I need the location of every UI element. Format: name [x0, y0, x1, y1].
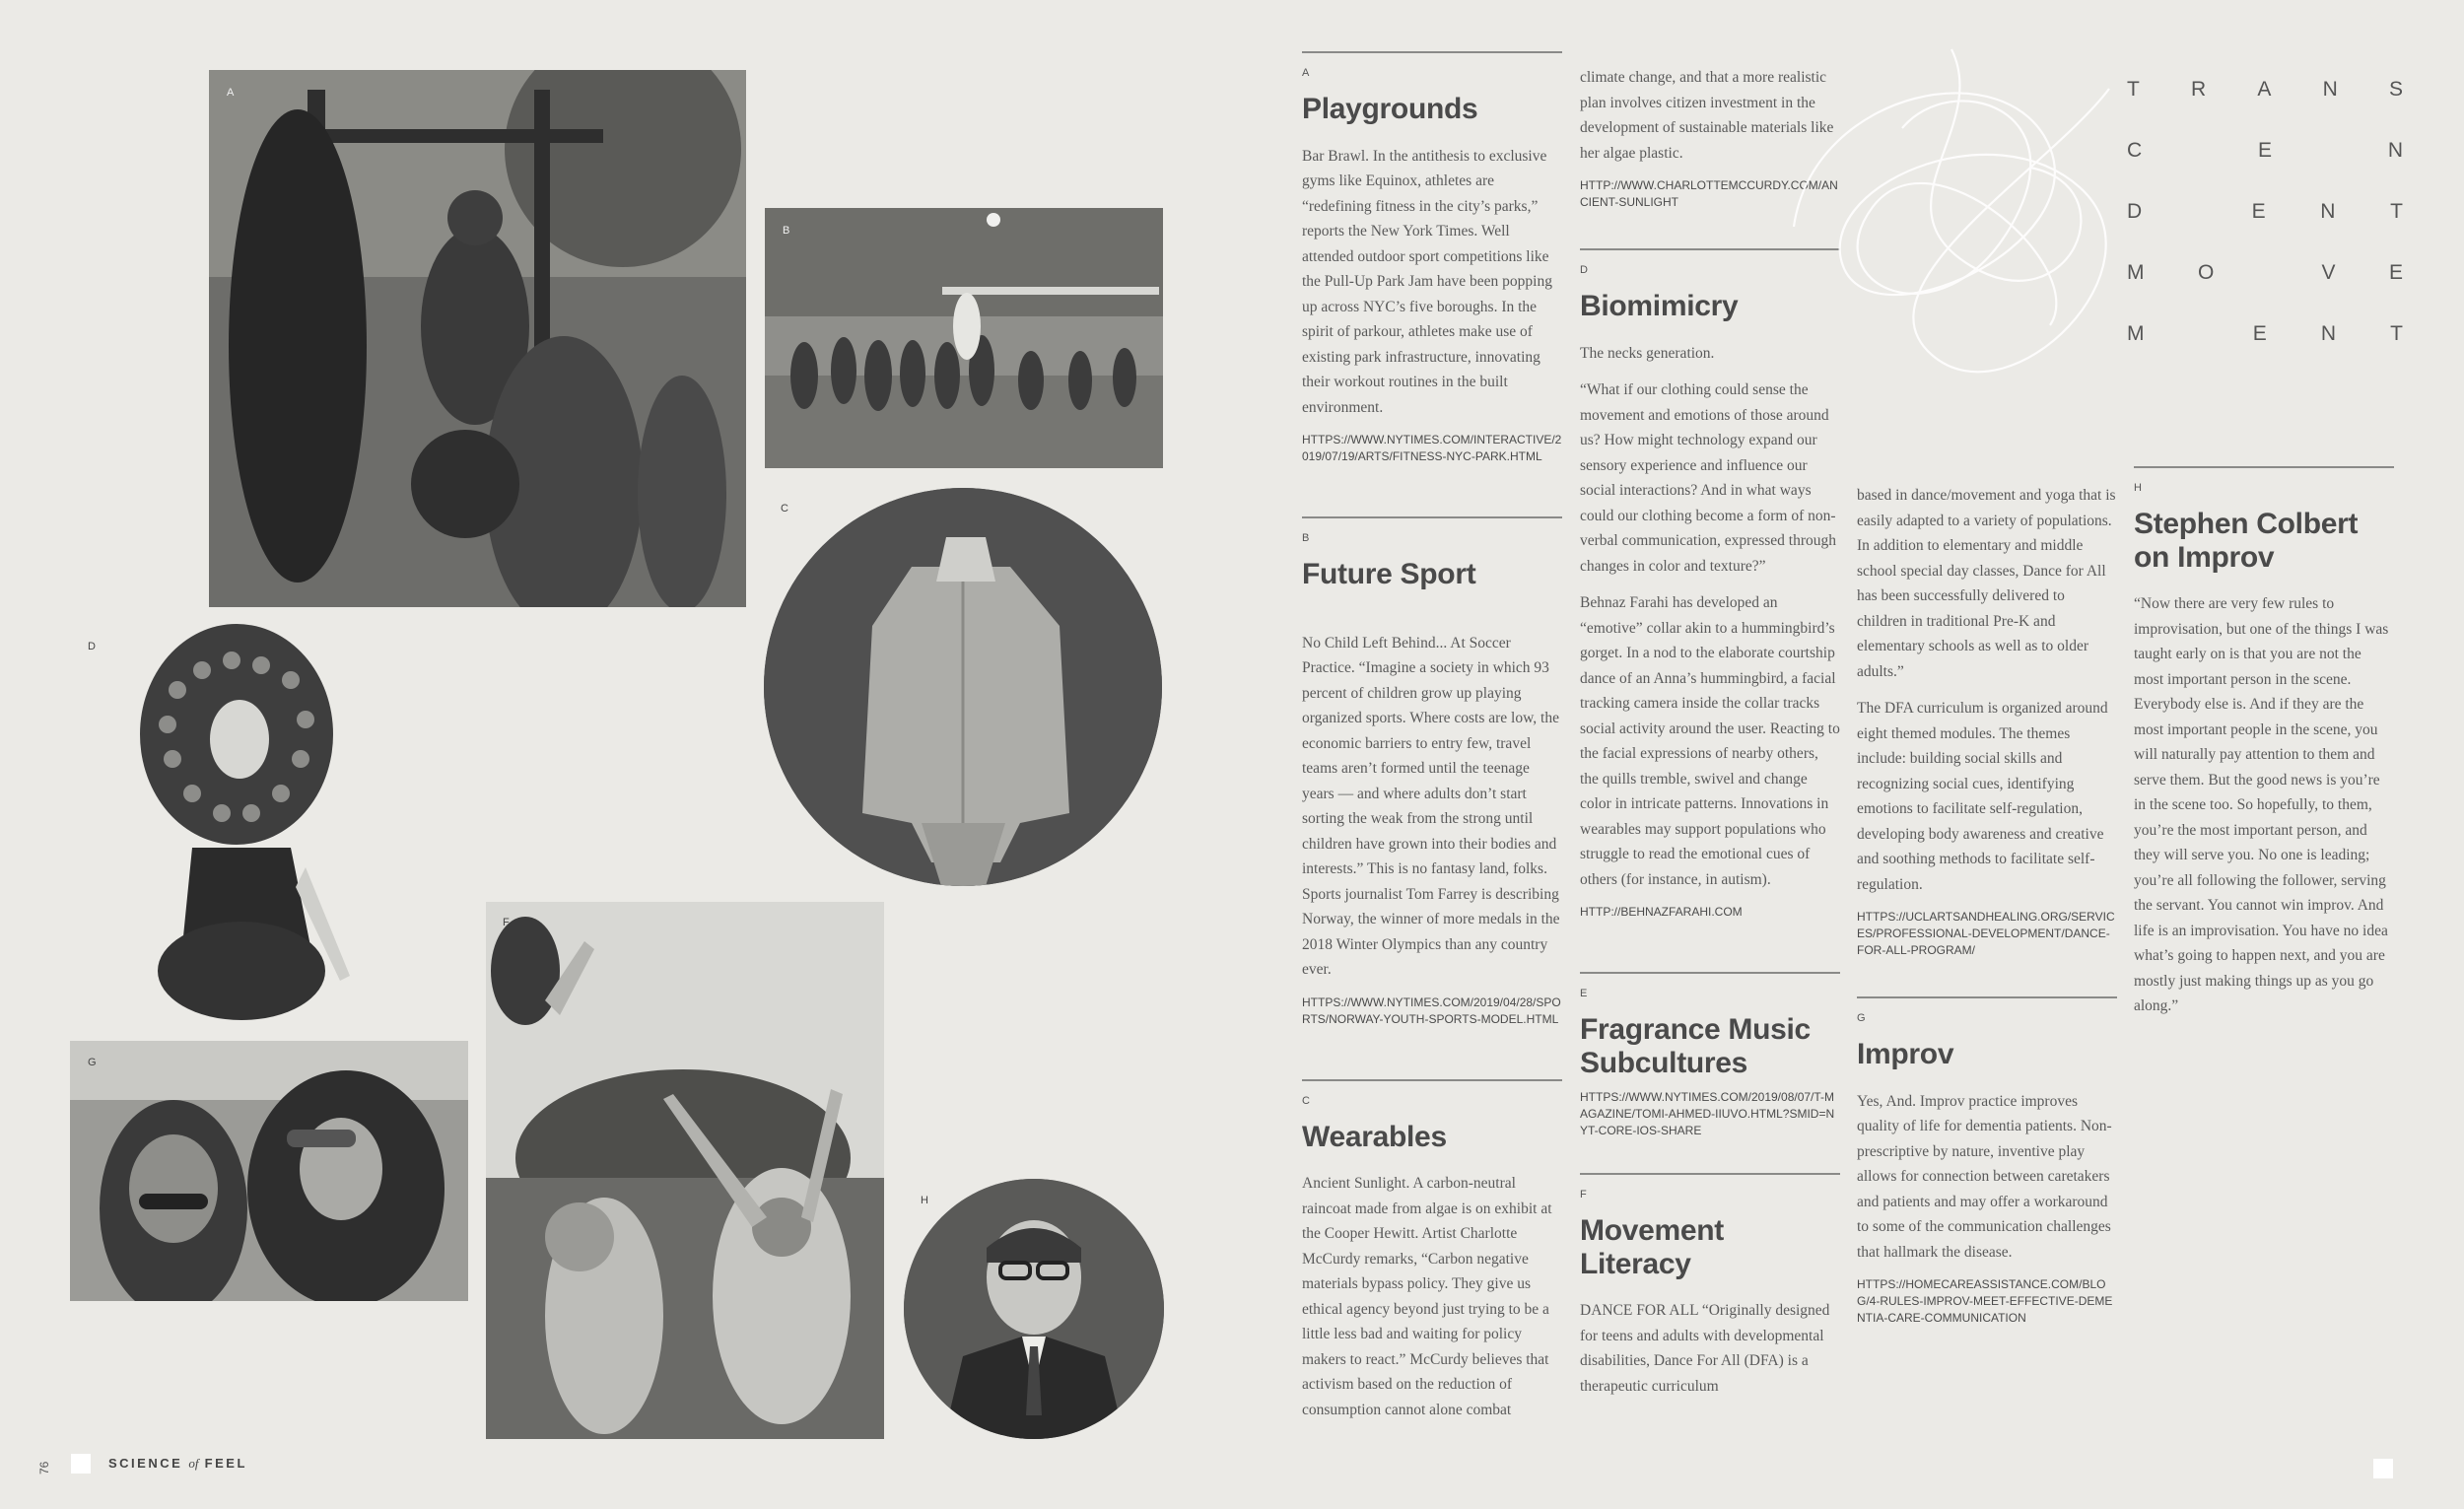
article-f-body: DANCE FOR ALL “Originally designed for teens and adults with developmental disabilities, Dance For All (DFA) is a therapeutic curriculum: [1580, 1302, 1830, 1395]
article-a-body: Bar Brawl. In the antithesis to exclusive gyms like Equinox, athletes are “redefining fitness in the city’s parks,” reports the New York Times. Well attended outdoor sport competitions like the Pull-Up Park Jam have been popping up across NYC’s five boroughs. In the spirit of parkour, athletes make use of existing park infrastructure, innovating their workout routines in the built environment.: [1302, 147, 1552, 416]
title-char: T: [2390, 322, 2403, 345]
article-f-link[interactable]: HTTPS://UCLARTSANDHEALING.ORG/SERVICES/PROFESSIONAL-DEVELOPMENT/DANCE-FOR-ALL-PROGRAM/: [1857, 910, 2115, 957]
article-d-body-3: Behnaz Farahi has developed an “emotive” collar akin to a hummingbird’s gorget. In a nod to the elaborate courtship dance of an Anna’s hummingbird, a facial tracking camera inside the collar tracks social activity around the user. Reacting to the facial expressions of nearby others, the quills tremble, swivel and change color in intricate patterns. Innovations in wearables may support populations who struggle to read the emotional cues of others (for instance, in autism).: [1580, 594, 1840, 888]
photo-f-label: F: [503, 917, 510, 928]
photo-g-mustache: [70, 1041, 468, 1301]
article-h-title: Stephen Colbert on Improv: [2134, 508, 2359, 574]
article-d-body-1: The necks generation.: [1580, 344, 1715, 362]
photo-d-collar: [123, 621, 379, 1025]
article-g-link[interactable]: HTTPS://HOMECAREASSISTANCE.COM/BLOG/4-RULES-IMPROV-MEET-EFFECTIVE-DEMENTIA-CARE-COMMUNICATION: [1857, 1277, 2113, 1326]
article-c-link[interactable]: HTTP://WWW.CHARLOTTEMCCURDY.COM/ANCIENT-SUNLIGHT: [1580, 178, 1838, 209]
article-h-body: “Now there are very few rules to improvisation, but one of the things I was taught early on is that you are not the most important person in the scene. Everybody else is. And if they are the most important people in the scene, you will naturally pay attention to them and serve them. But the good news is you’re in the scene too. So hopefully, to them, you’re the most important person, and they will serve you. No one is leading; you’re all following the follower, serving the servant. You cannot win improv. And life is an improvisation. You have no idea what’s going to happen next, and you are mostly just making things up as you go along.”: [2134, 595, 2389, 1015]
article-h-letter: H: [2134, 482, 2142, 494]
article-e-title: Fragrance Music Subcultures: [1580, 1013, 1811, 1079]
article-g-letter: G: [1857, 1012, 1866, 1024]
article-b-body: No Child Left Behind... At Soccer Practice. “Imagine a society in which 93 percent of children grow up playing organized sports. Where costs are low, the economic barriers to entry few, travel teams aren’t formed until the teenage years — and where adults don’t start sorting the weak from the strong until children have grown into their bodies and interests.” This is no fantasy land, folks. Sports journalist Tom Farrey is describing Norway, the winner of more medals in the 2018 Winter Olympics than any country ever.: [1302, 634, 1560, 979]
article-c-letter: C: [1302, 1094, 1310, 1107]
title-char: C: [2127, 139, 2143, 162]
brand-feel: FEEL: [204, 1456, 247, 1471]
column-4: [2134, 466, 2394, 1031]
title-row-3: [2127, 181, 2403, 242]
footer-square-right: [2373, 1459, 2393, 1478]
title-char: V: [2321, 261, 2336, 284]
article-d-link[interactable]: HTTP://BEHNAZFARAHI.COM: [1580, 905, 1743, 920]
article-a-title: Playgrounds: [1302, 93, 1478, 125]
photo-c-raincoat: [764, 488, 1162, 886]
title-row-2: [2127, 120, 2403, 181]
brand-science: SCIENCE: [108, 1456, 183, 1471]
article-f-letter: F: [1580, 1189, 1587, 1201]
title-char: N: [2320, 200, 2336, 223]
article-g-body: Yes, And. Improv practice improves quality of life for dementia patients. Non-prescriptive by nature, inventive play allows for connection between caretakers and patients and may offer a workaround to some of the communication challenges that hallmark the disease.: [1857, 1092, 2112, 1261]
title-char: E: [2388, 261, 2403, 284]
article-d-letter: D: [1580, 264, 1588, 276]
footer-square: [71, 1454, 91, 1474]
title-char: M: [2127, 322, 2145, 345]
title-char: T: [2390, 200, 2403, 223]
photo-h-colbert: [904, 1179, 1164, 1439]
title-char: N: [2320, 322, 2337, 345]
title-char: E: [2257, 139, 2272, 162]
title-row-1: [2127, 59, 2403, 120]
article-e-letter: E: [1580, 988, 1588, 1000]
title-char: E: [2252, 322, 2267, 345]
article-f-continued-1: based in dance/movement and yoga that is easily adapted to a variety of populations. In addition to elementary and middle school special day classes, Dance for All has been successfully delivered to children in traditional Pre-K and elementary schools as well as to older adults.”: [1857, 487, 2116, 680]
title-char: M: [2127, 261, 2145, 284]
article-e-link[interactable]: HTTPS://WWW.NYTIMES.COM/2019/08/07/T-MAGAZINE/TOMI-AHMED-IIUVO.HTML?SMID=NYT-CORE-IOS-SHARE: [1580, 1090, 1835, 1138]
title-char: N: [2387, 139, 2403, 162]
photo-f-dancers: [486, 902, 884, 1439]
article-c-continued: climate change, and that a more realistic plan involves citizen investment in the development of sustainable materials like her algae plastic.: [1580, 69, 1834, 162]
title-char: N: [2322, 78, 2338, 101]
photo-a-label: A: [227, 87, 235, 99]
title-row-4: [2127, 242, 2403, 304]
transcendent-movement-title: [2127, 59, 2403, 365]
photo-g-label: G: [88, 1057, 97, 1068]
photo-a-playground: [209, 70, 746, 607]
scribble-decoration: [1754, 30, 2168, 444]
article-d-body-2: “What if our clothing could sense the movement and emotions of those around us? How might technology expand our sensory experience and influence our social interactions? And in what ways could our clothing become a form of non-verbal communication, expressed through changes in color and texture?”: [1580, 381, 1836, 575]
column-3: [1857, 483, 2117, 1342]
page-number: 76: [37, 1461, 51, 1475]
article-g-title: Improv: [1857, 1038, 1954, 1070]
column-1: [1302, 51, 1562, 1434]
article-b-title: Future Sport: [1302, 558, 1476, 591]
photo-c-label: C: [781, 503, 788, 514]
page-footer: [34, 1454, 247, 1474]
publication-name: [108, 1456, 247, 1472]
title-char: D: [2127, 200, 2143, 223]
article-d-title: Biomimicry: [1580, 290, 1739, 322]
article-a-link[interactable]: HTTPS://WWW.NYTIMES.COM/INTERACTIVE/2019/07/19/ARTS/FITNESS-NYC-PARK.HTML: [1302, 433, 1562, 464]
title-char: E: [2251, 200, 2266, 223]
title-char: A: [2257, 78, 2272, 101]
photo-b-label: B: [783, 225, 790, 237]
article-c-body: Ancient Sunlight. A carbon-neutral raincoat made from algae is on exhibit at the Cooper Hewitt. Artist Charlotte McCurdy remarks, “Carbon negative materials bypass policy. They give us ethical agency beyond just trying to be a little less bad and waiting for policy makers to react.” McCurdy believes that activism based on the reduction of consumption cannot alone combat: [1302, 1175, 1552, 1418]
photo-b-soccer: [765, 208, 1163, 468]
title-char: T: [2127, 78, 2140, 101]
photo-d-label: D: [88, 641, 96, 652]
photo-h-label: H: [921, 1195, 928, 1206]
article-c-title: Wearables: [1302, 1120, 1447, 1153]
article-a-letter: A: [1302, 67, 1310, 79]
article-f-continued-2: The DFA curriculum is organized around eight themed modules. The themes include: building social skills and recognizing social cues, identifying emotions to facilitate self-regulation, developing body awareness and creative and soothing methods to facilitate self-regulation.: [1857, 700, 2108, 893]
article-b-letter: B: [1302, 532, 1310, 545]
brand-of: of: [188, 1456, 199, 1471]
title-char: O: [2198, 261, 2215, 284]
article-b-link[interactable]: HTTPS://WWW.NYTIMES.COM/2019/04/28/SPORTS/NORWAY-YOUTH-SPORTS-MODEL.HTML: [1302, 995, 1561, 1026]
title-char: R: [2191, 78, 2207, 101]
article-f-title: Movement Literacy: [1580, 1214, 1724, 1280]
title-char: S: [2388, 78, 2403, 101]
title-row-5: [2127, 304, 2403, 365]
